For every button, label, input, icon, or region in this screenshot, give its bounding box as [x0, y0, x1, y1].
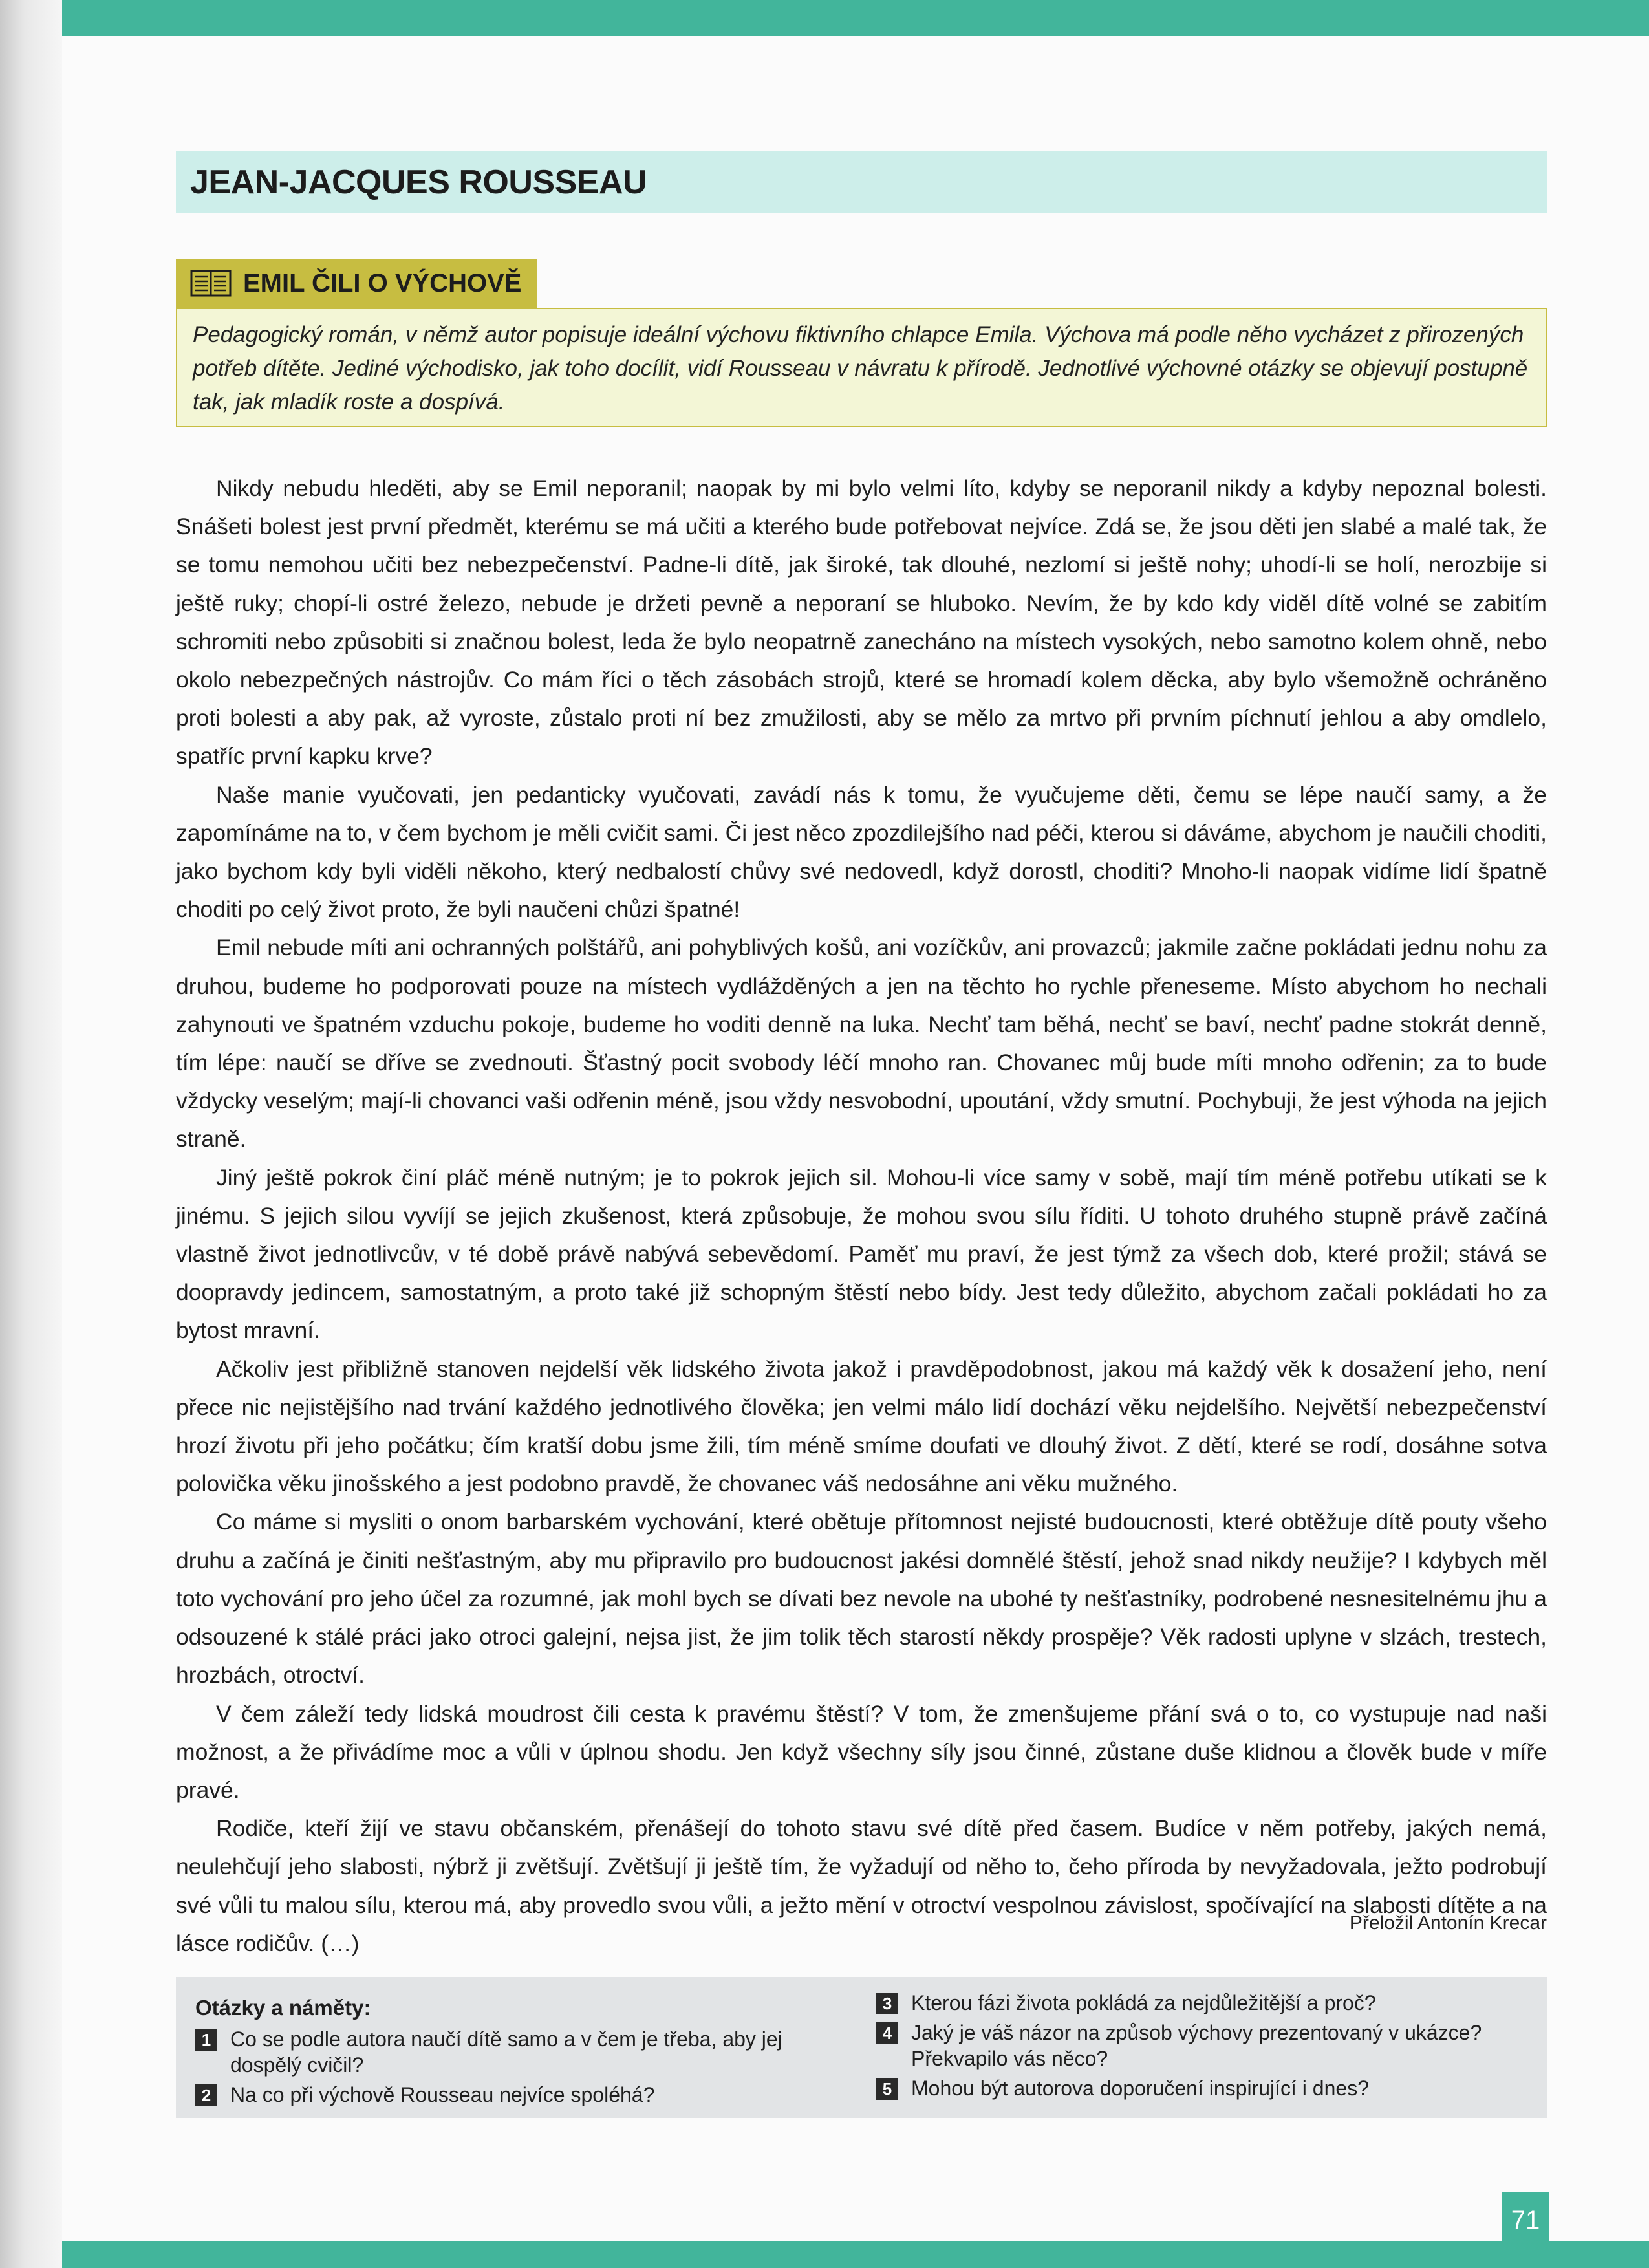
- work-title-tab: [176, 259, 537, 308]
- page-number: 71: [1502, 2192, 1549, 2248]
- question-text: Jaký je váš názor na způsob výchovy prezentovaný v ukázce? Překvapilo vás něco?: [911, 2021, 1482, 2070]
- excerpt-paragraph: V čem záleží tedy lidská moudrost čili cesta k pravému štěstí? V tom, že zmenšujeme přání svá o to, co vystupuje nad naši možnost, a že přivádíme moc a vůli v úplnou shodu. Jen když všechny síly jsou činné, zůstane duše klidnou a člověk bude v míře pravé.: [176, 1700, 1547, 1803]
- questions-column-right: [876, 1990, 1529, 2105]
- questions-column-left: [195, 1991, 835, 2111]
- intro-text: Pedagogický román, v němž autor popisuje ideální výchovu fiktivního chlapce Emila. Výchova má podle něho vycházet z přirozených potřeb dítěte. Jediné východisko, jak toho docílit, vidí Rousseau v návratu k přírodě. Jednotlivé výchovné otázky se objevují postupně tak, jak mladík roste a dospívá.: [193, 322, 1528, 415]
- question-text: Mohou být autorova doporučení inspirující i dnes?: [911, 2077, 1369, 2100]
- page-binding-edge: [0, 0, 62, 2268]
- question-number: 4: [876, 2022, 898, 2044]
- question-text: Co se podle autora naučí dítě samo a v čem je třeba, aby jej dospělý cvičil?: [230, 2027, 782, 2077]
- questions-heading: Otázky a náměty:: [195, 1996, 371, 2020]
- translator-credit: Přeložil Antonín Krecar: [1349, 1912, 1547, 1934]
- question-number: 3: [876, 1993, 898, 2014]
- question-text: Na co při výchově Rousseau nejvíce spoléhá?: [230, 2083, 655, 2106]
- excerpt-paragraph: Jiný ještě pokrok činí pláč méně nutným; je to pokrok jejich sil. Mohou-li více samy v sobě, mají tím méně potřebu utíkati se k jinému. S jejich silou vyvíjí se jejich zkušenost, která způsobuje, že mohou svou sílu říditi. U tohoto druhého stupně právě začíná vlastně život jednotlivcův, v té době právě nabývá sebevědomí. Paměť mu praví, že jest týmž za všech dob, které prožil; stává se doopravdy jedincem, samostatným, a proto také již schopným štěstí nebo bídy. Jest tedy důležito, abychom začali pokládati ho za bytost mravní.: [176, 1164, 1547, 1344]
- question-item: [876, 1990, 1529, 2016]
- excerpt-paragraph: Rodiče, kteří žijí ve stavu občanském, přenášejí do tohoto stavu své dítě před časem. Budíce v něm potřeby, jakých nemá, neulehčují jeho slabosti, nýbrž ji zvětšují. Zvětšují ji ještě tím, že vyžadují od něho to, čeho příroda by nevyžadovala, ježto podrobují své vůli tu malou sílu, kterou má, aby provedlo svou vůli, a ježto mění v otroctví vespolnou závislost, spočívající na slabosti dítěte a na lásce rodičův. (…): [176, 1815, 1547, 1956]
- excerpt-text: [176, 470, 1547, 1963]
- excerpt-paragraph: Naše manie vyučovati, jen pedanticky vyučovati, zavádí nás k tomu, že vyučujeme děti, čemu se lépe naučí samy, a že zapomínáme na to, v čem bychom je měli cvičit sami. Či jest něco zpozdilejšího nad péči, kterou si dáváme, abychom je naučili choditi, jako bychom kdy byli viděli někoho, který nedbalostí chůvy své nedovedl, když dorostl, choditi? Mnoho-li naopak vidíme lidí špatně choditi po celý život proto, že byli naučeni chůzi špatné!: [176, 781, 1547, 923]
- question-item: [195, 2026, 835, 2078]
- questions-box: [176, 1977, 1547, 2118]
- excerpt-paragraph: Emil nebude míti ani ochranných polštářů, ani pohyblivých košů, ani vozíčkův, ani provazců; jakmile začne pokládati jednu nohu za druhou, budeme ho podporovati pouze na místech vydlážděných a jen na těchto ho rychle přeneseme. Místo abychom ho nechali zahynouti ve špatném vzduchu pokoje, budeme ho voditi denně na luka. Nechť tam běhá, nechť se baví, nechť padne stokrát denně, tím lépe: naučí se dříve se zvednouti. Šťastný pocit svobody léčí mnoho ran. Chovanec můj bude míti mnoho odřenin; za to bude vždycky veselým; mají-li chovanci vaši odřenin méně, jsou vždy nesvobodní, upoutání, vždy smutní. Pochybuji, že jest výhoda na jejich straně.: [176, 934, 1547, 1152]
- top-color-band: [62, 0, 1649, 36]
- author-heading-bar: [176, 151, 1547, 213]
- excerpt-paragraph: Co máme si mysliti o onom barbarském vychování, které obětuje přítomnost nejisté budoucnosti, které obtěžuje dítě pouty všeho druhu a začíná je činiti nešťastným, aby mu připravilo pro budoucnost jakési domnělé štěstí, jehož snad nikdy neužije? I kdybych měl toto vychování pro jeho účel za rozumné, jak mohl bych se dívati bez nevole na ubohé ty nešťastníky, podrobené nesnesitelnému jhu a odsouzené k stálé práci jako otroci galejní, nejsa jist, že jim tolik těch starostí někdy prospěje? Věk radosti uplyne v slzách, trestech, hrozbách, otroctví.: [176, 1509, 1547, 1689]
- author-heading: JEAN-JACQUES ROUSSEAU: [190, 164, 647, 201]
- excerpt-paragraph: Nikdy nebudu hleděti, aby se Emil neporanil; naopak by mi bylo velmi líto, kdyby se neporanil nikdy a kdyby nepoznal bolesti. Snášeti bolest jest první předmět, kterému se má učiti a kterého bude potřebovat nejvíce. Zdá se, že jsou děti jen slabé a malé tak, že se tomu nemohou učiti bez nebezpečenství. Padne-li dítě, jak široké, tak dlouhé, nezlomí si ještě nohy; uhodí-li se holí, nerozbije si ještě ruky; chopí-li ostré železo, nebude je držeti pevně a neporaní se hluboko. Nevím, že by kdo kdy viděl dítě volné se zabitím schromiti nebo způsobiti si značnou bolest, leda že bylo neopatrně zanecháno na místech vysokých, nebo samotno kolem ohně, nebo okolo nebezpečných nástrojův. Co mám říci o těch zásobách strojů, které se hromadí kolem děcka, aby bylo všemožně ochráněno proti bolesti a aby pak, až vyroste, zůstalo proti ní bez zmužilosti, aby se mělo za mrtvo při prvním píchnutí jehlou a aby omdlelo, spatříc první kapku krve?: [176, 475, 1547, 770]
- intro-box: [176, 308, 1547, 427]
- question-text: Kterou fázi života pokládá za nejdůležitější a proč?: [911, 1991, 1376, 2014]
- bottom-color-band: [62, 2241, 1649, 2268]
- question-number: 5: [876, 2078, 898, 2100]
- open-book-icon: [190, 269, 232, 297]
- excerpt-paragraph: Ačkoliv jest přibližně stanoven nejdelší věk lidského života jakož i pravděpodobnost, jakou má každý věk k dosažení jeho, není přece nic nejistějšího nad trvání každého jednotlivého člověka; jen velmi málo lidí dochází věku nejdelšího. Největší nebezpečenství hrozí životu při jeho počátku; čím kratší dobu jsme žili, tím méně smíme doufati ve dlouhý život. Z dětí, které se rodí, dosáhne sotva polovička věku jinošského a jest podobno pravdě, že chovanec váš nedosáhne ani věku mužného.: [176, 1355, 1547, 1497]
- question-item: [195, 2082, 835, 2108]
- question-number: 2: [195, 2084, 217, 2106]
- question-item: [876, 2075, 1529, 2101]
- question-number: 1: [195, 2029, 217, 2051]
- work-title: EMIL ČILI O VÝCHOVĚ: [243, 268, 522, 297]
- question-item: [876, 2020, 1529, 2071]
